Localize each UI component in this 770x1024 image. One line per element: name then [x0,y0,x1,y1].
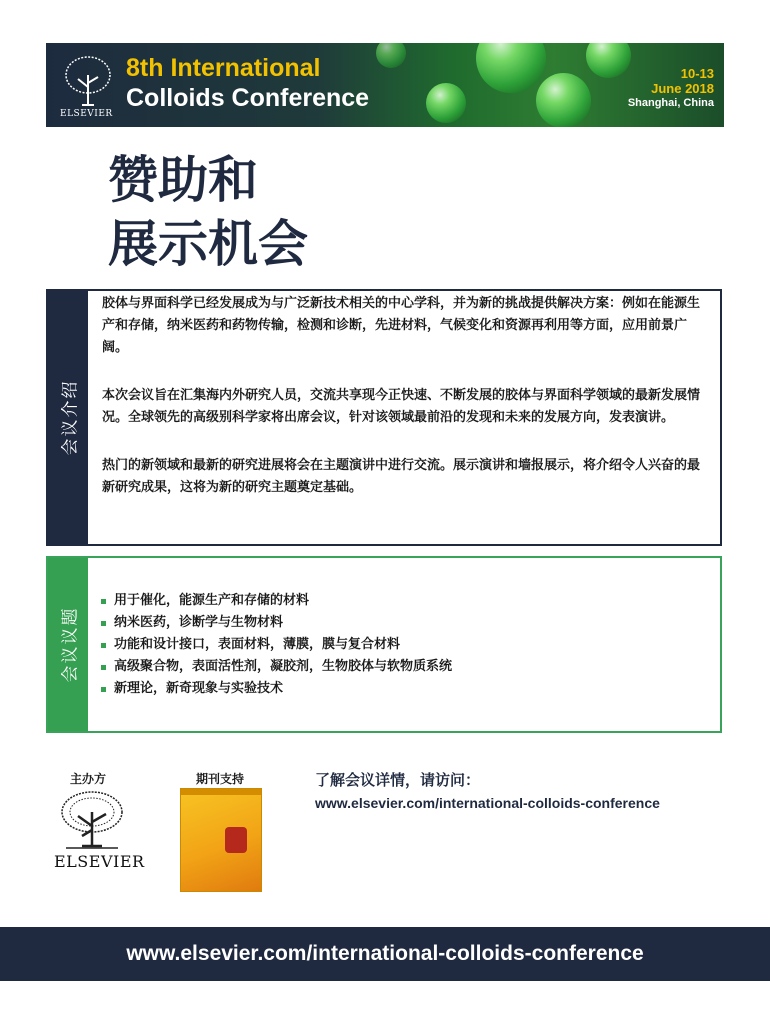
topics-side-bar [48,558,88,731]
journal-label: 期刊支持 [196,772,245,786]
bubble-decoration [426,83,466,123]
journal-cover-graphic [225,827,247,853]
elsevier-logo-icon [52,790,130,850]
intro-text [102,293,700,525]
banner-date-month: June 2018 [651,81,714,96]
banner-date-days: 10-13 [680,66,714,81]
bubble-decoration [376,43,406,68]
page-title [108,148,308,276]
footer-url-link[interactable]: www.elsevier.com/international-colloids-conference [126,942,644,965]
banner-date-block [628,66,714,111]
intro-side-label: 会议介绍 [60,379,81,456]
topic-item: 高级聚合物，表面活性剂，凝胶剂，生物胶体与软物质系统 [100,656,452,678]
page-title-line2: 展示机会 [108,215,308,273]
intro-paragraph: 热门的新领域和最新的研究进展将会在主题演讲中进行交流。展示演讲和墙报展示，将介绍令人兴奋的最新研究成果，这将为新的研究主题奠定基础。 [102,458,701,495]
intro-paragraph: 本次会议旨在汇集海内外研究人员，交流共享现今正快速、不断发展的胶体与界面科学领域的最新发展情况。全球领先的高级别科学家将出席会议，针对该领域最前沿的发现和未来的发展方向，发表演讲。 [102,388,701,425]
banner-location: Shanghai, China [627,97,714,109]
topics-side-label: 会议议题 [60,606,81,683]
topic-item: 用于催化，能源生产和存储的材料 [100,590,452,612]
footer-bar [0,927,770,981]
banner-logo-text: ELSEVIER [60,109,113,119]
journal-cover-image [180,788,262,892]
topic-item: 功能和设计接口，表面材料，薄膜，膜与复合材料 [100,634,452,656]
bubble-decoration [476,43,546,93]
visit-url-link[interactable]: www.elsevier.com/international-colloids-conference [315,795,660,811]
bubble-decoration [586,43,631,78]
topic-list [100,590,452,700]
topic-item: 纳米医药，诊断学与生物材料 [100,612,452,634]
conference-banner [46,43,724,127]
topic-item: 新理论，新奇现象与实验技术 [100,678,452,700]
intro-section [46,289,722,546]
intro-paragraph: 胶体与界面科学已经发展成为与广泛新技术相关的中心学科，并为新的挑战提供解决方案：例如在能源生产和存储，纳米医药和药物传输，检测和诊断，先进材料，气候变化和资源再利用等方面，应用前景广阔。 [102,296,701,355]
journal-cover-strip [181,789,261,795]
elsevier-wordmark: ELSEVIER [54,852,145,871]
intro-side-bar [48,291,88,544]
organizer-label: 主办方 [70,772,107,786]
banner-title-line1: 8th International [126,54,321,82]
page-title-line1: 赞助和 [108,151,258,209]
bubble-decoration [536,73,591,127]
topics-section [46,556,722,733]
banner-title-line2: Colloids Conference [126,84,370,112]
visit-label: 了解会议详情，请访问： [315,771,481,789]
